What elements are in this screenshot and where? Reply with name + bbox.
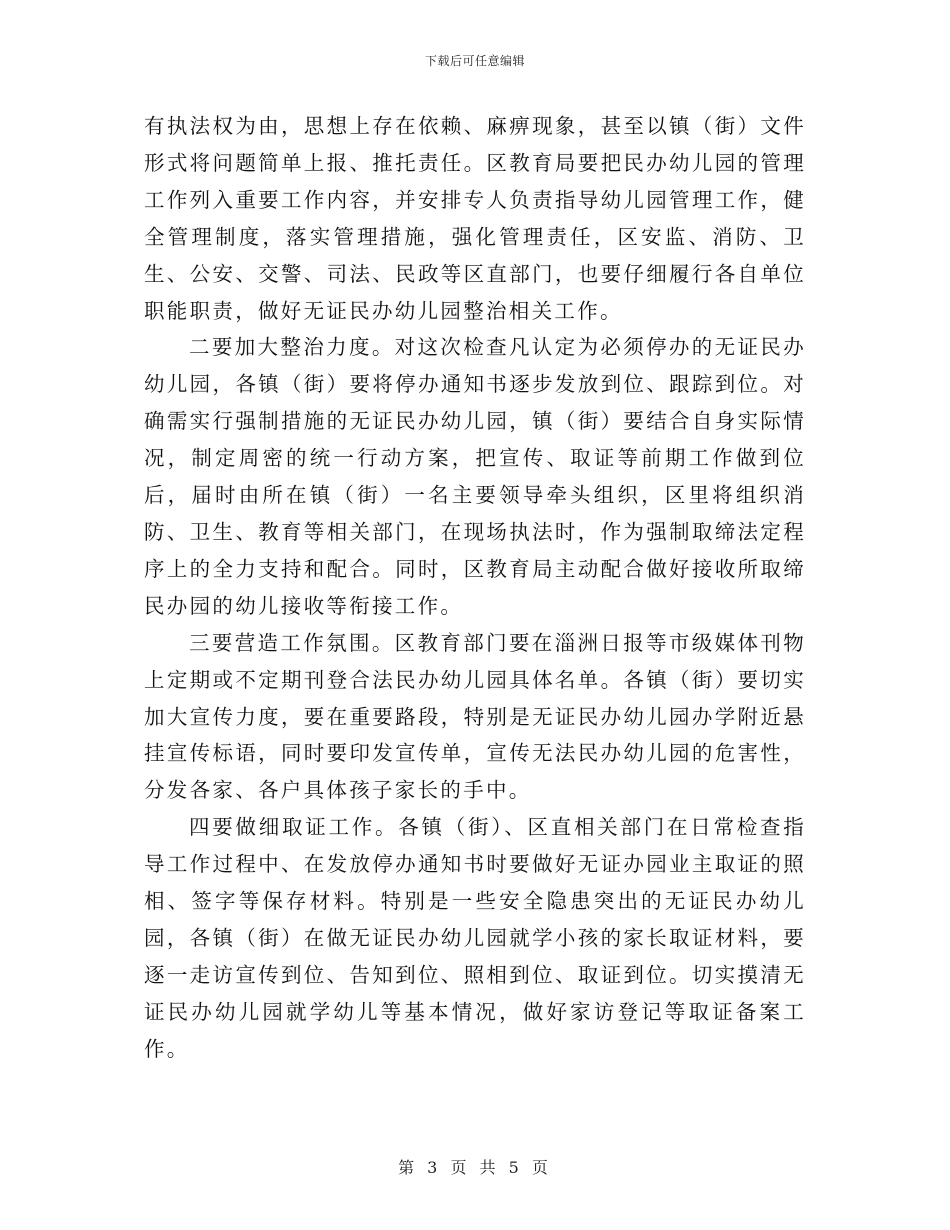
paragraph-continuation: 有执法权为由，思想上存在依赖、麻痹现象，甚至以镇（街）文件形式将问题简单上报、推托责任。区教育局要把民办幼儿园的管理工作列入重要工作内容，并安排专人负责指导幼儿园管理工作，健全管理制度，落实管理措施，强化管理责任，区安监、消防、卫生、公安、交警、司法、民政等区直部门，也要仔细履行各自单位职能职责，做好无证民办幼儿园整治相关工作。 <box>144 114 806 323</box>
paragraph-atmosphere: 三要营造工作氛围。区教育部门要在淄洲日报等市级媒体刊物上定期或不定期刊登合法民办幼儿园具体名单。各镇（街）要切实加大宣传力度，要在重要路段，特别是无证民办幼儿园办学附近悬挂宣传标语，同时要印发宣传单，宣传无法民办幼儿园的危害性，分发各家、各户具体孩子家长的手中。 <box>144 630 806 803</box>
paragraph-rectification: 二要加大整治力度。对这次检查凡认定为必须停办的无证民办幼儿园，各镇（街）要将停办通知书逐步发放到位、跟踪到位。对确需实行强制措施的无证民办幼儿园，镇（街）要结合自身实际情况，制定周密的统一行动方案，把宣传、取证等前期工作做到位后，届时由所在镇（街）一名主要领导牵头组织，区里将组织消防、卫生、教育等相关部门，在现场执法时，作为强制取缔法定程序上的全力支持和配合。同时，区教育局主动配合做好接收所取缔民办园的幼儿接收等衔接工作。 <box>144 335 806 618</box>
paragraph-evidence: 四要做细取证工作。各镇（街）、区直相关部门在日常检查指导工作过程中、在发放停办通知书时要做好无证办园业主取证的照相、签字等保存材料。特别是一些安全隐患突出的无证民办幼儿园，各镇（街）在做无证民办幼儿园就学小孩的家长取证材料，要逐一走访宣传到位、告知到位、照相到位、取证到位。切实摸清无证民办幼儿园就学幼儿等基本情况，做好家访登记等取证备案工作。 <box>144 815 806 1061</box>
page-header: 下载后可任意编辑 <box>424 54 525 68</box>
document-body <box>144 108 806 1068</box>
page-footer: 第 3 页 共 5 页 <box>398 1158 552 1177</box>
